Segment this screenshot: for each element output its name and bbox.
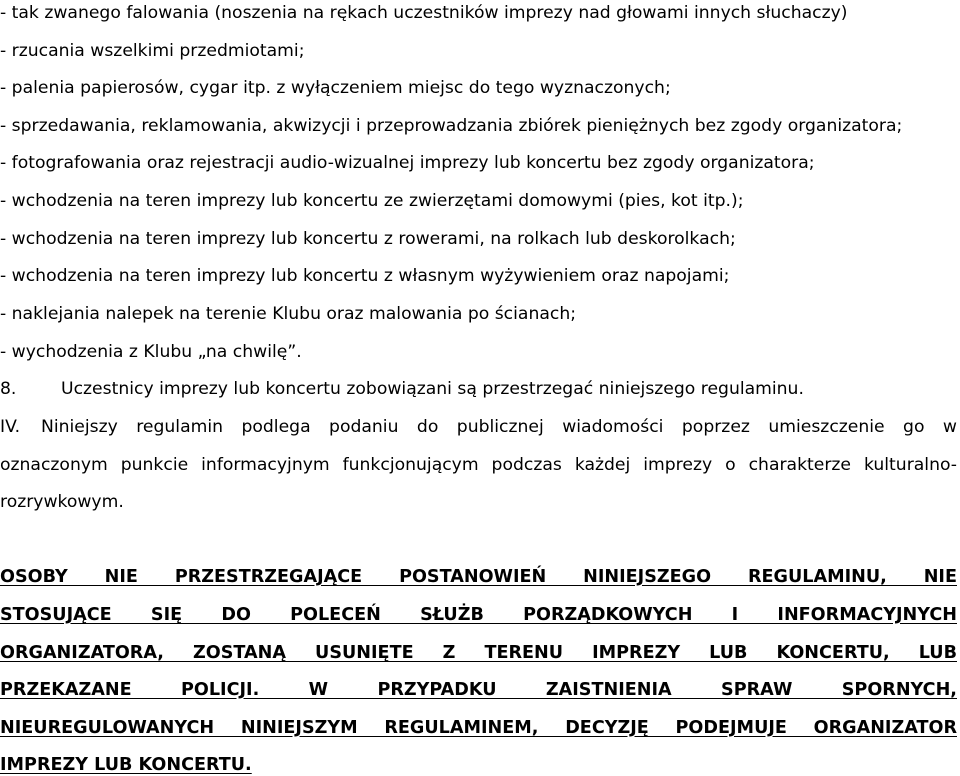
- rule-item: - wchodzenia na teren imprezy lub koncertu z rowerami, na rolkach lub deskorolkach;: [0, 229, 736, 249]
- section-number: IV.: [0, 417, 21, 437]
- point-text: Uczestnicy imprezy lub koncertu zobowiązani są przestrzegać niniejszego regulaminu.: [61, 379, 804, 399]
- notice-line: PRZEKAZANE POLICJI. W PRZYPADKU ZAISTNIENIA SPRAW SPORNYCH,: [0, 680, 957, 700]
- rule-item: - wychodzenia z Klubu „na chwilę”.: [0, 342, 302, 362]
- section-iv-line-3: rozrywkowym.: [0, 492, 124, 512]
- notice-line: STOSUJĄCE SIĘ DO POLECEŃ SŁUŻB PORZĄDKOWYCH I INFORMACYJNYCH: [0, 605, 957, 625]
- rule-item: - sprzedawania, reklamowania, akwizycji i przeprowadzania zbiórek pieniężnych bez zgody organizatora;: [0, 116, 903, 136]
- rule-item: - rzucania wszelkimi przedmiotami;: [0, 41, 305, 61]
- rule-item: - wchodzenia na teren imprezy lub koncertu z własnym wyżywieniem oraz napojami;: [0, 266, 730, 286]
- section-iv-line-2: oznaczonym punkcie informacyjnym funkcjonującym podczas każdej imprezy o charakterze kulturalno-: [0, 455, 957, 475]
- point-8: [0, 378, 804, 400]
- notice-line: NIEUREGULOWANYCH NINIEJSZYM REGULAMINEM, DECYZJĘ PODEJMUJE ORGANIZATOR: [0, 718, 957, 738]
- rule-item: - palenia papierosów, cygar itp. z wyłączeniem miejsc do tego wyznaczonych;: [0, 78, 671, 98]
- notice-line: ORGANIZATORA, ZOSTANĄ USUNIĘTE Z TERENU IMPREZY LUB KONCERTU, LUB: [0, 643, 957, 663]
- rule-item: - fotografowania oraz rejestracji audio-wizualnej imprezy lub koncertu bez zgody organizatora;: [0, 153, 815, 173]
- section-text: Niniejszy regulamin podlega podaniu do publicznej wiadomości poprzez umieszczenie go w: [41, 417, 957, 437]
- rule-item: - naklejania nalepek na terenie Klubu oraz malowania po ścianach;: [0, 304, 576, 324]
- rule-item: - wchodzenia na teren imprezy lub koncertu ze zwierzętami domowymi (pies, kot itp.);: [0, 191, 744, 211]
- notice-line: OSOBY NIE PRZESTRZEGAJĄCE POSTANOWIEŃ NINIEJSZEGO REGULAMINU, NIE: [0, 567, 957, 587]
- section-iv-line-1: [0, 416, 957, 438]
- notice-line: IMPREZY LUB KONCERTU.: [0, 755, 252, 775]
- rule-item: - tak zwanego falowania (noszenia na rękach uczestników imprezy nad głowami innych słuchaczy): [0, 3, 848, 23]
- point-number: 8.: [0, 379, 17, 399]
